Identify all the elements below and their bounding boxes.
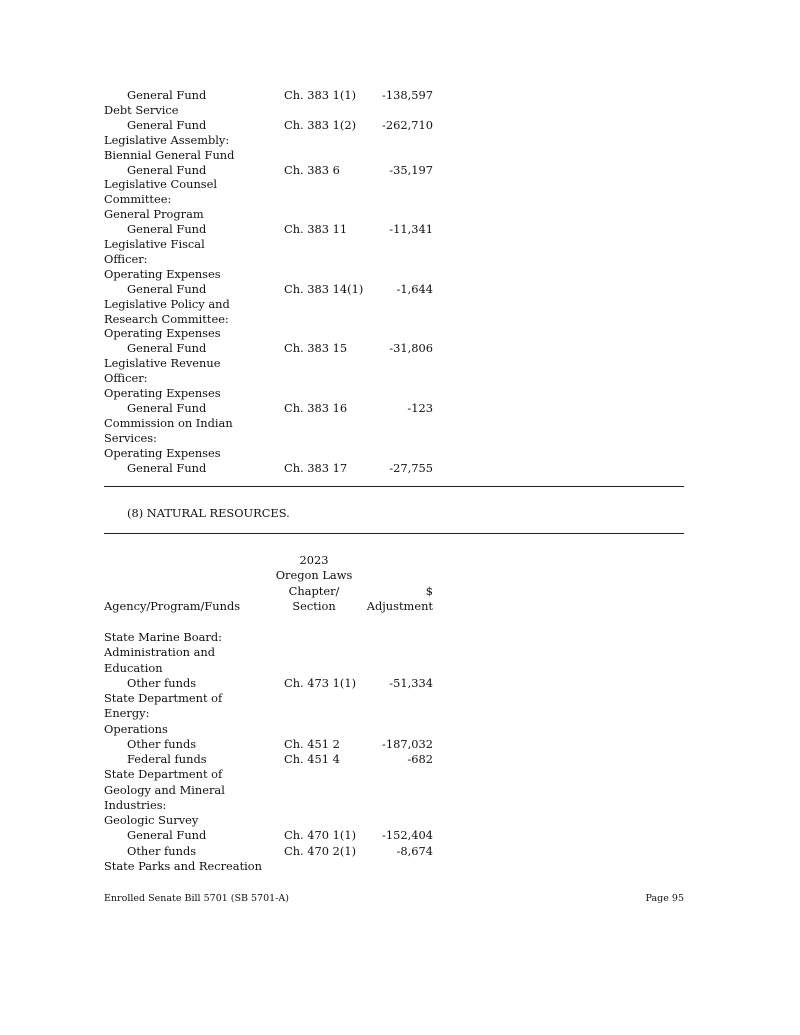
adjustment-amount: -187,032 xyxy=(382,736,433,751)
table-row xyxy=(0,798,800,813)
chapter-section: Ch. 473 1(1) xyxy=(284,675,357,690)
footer-bill-title: Enrolled Senate Bill 5701 (SB 5701-A) xyxy=(104,893,289,904)
table-row xyxy=(0,267,800,282)
table-row xyxy=(0,661,800,676)
agency-label: Legislative Revenue xyxy=(104,356,221,371)
header-adjustment-line: Adjustment xyxy=(366,599,433,613)
fund-label: General Fund xyxy=(127,341,207,356)
agency-label: Operating Expenses xyxy=(104,266,221,281)
table-row xyxy=(0,676,800,691)
fund-label: General Fund xyxy=(127,88,207,102)
chapter-section: Ch. 383 6 xyxy=(284,162,340,177)
adjustment-amount: -8,674 xyxy=(396,843,433,858)
header-adjustment-line: $ xyxy=(425,584,433,598)
adjustment-amount: -27,755 xyxy=(389,460,433,475)
table-row xyxy=(0,312,800,327)
adjustment-amount: -123 xyxy=(407,400,433,415)
table-row xyxy=(0,222,800,237)
fund-label: Other funds xyxy=(127,675,197,690)
adjustment-amount: -31,806 xyxy=(389,341,433,356)
fund-label: Federal funds xyxy=(127,752,207,766)
adjustment-amount: -682 xyxy=(407,752,433,766)
table-row xyxy=(0,844,800,859)
agency-label: Education xyxy=(104,660,163,675)
fund-label: General Fund xyxy=(127,162,207,177)
table-row xyxy=(0,828,800,843)
table-row xyxy=(0,813,800,828)
adjustment-amount: -1,644 xyxy=(396,281,433,296)
chapter-section: Ch. 383 1(2) xyxy=(284,117,357,132)
table-row xyxy=(0,148,800,163)
fund-label: General Fund xyxy=(127,828,207,843)
table-row xyxy=(0,722,800,737)
agency-label: Debt Service xyxy=(104,102,179,117)
table-row xyxy=(0,401,800,416)
table-row xyxy=(0,645,800,660)
chapter-section: Ch. 383 1(1) xyxy=(284,88,357,102)
agency-label: Research Committee: xyxy=(104,311,229,326)
agency-label: Administration and xyxy=(104,645,216,660)
fund-label: Other funds xyxy=(127,736,197,751)
chapter-section: Ch. 470 2(1) xyxy=(284,843,357,858)
table-row xyxy=(0,767,800,782)
table-row xyxy=(0,237,800,252)
fund-label: General Fund xyxy=(127,460,207,475)
agency-label: Operating Expenses xyxy=(104,445,221,460)
agency-label: Geologic Survey xyxy=(104,813,199,827)
table-row xyxy=(0,446,800,461)
chapter-section: Ch. 383 16 xyxy=(284,400,348,415)
agency-label: Legislative Counsel xyxy=(104,177,218,192)
table-row xyxy=(0,859,800,874)
agency-label: Legislative Policy and xyxy=(104,296,230,311)
table-row xyxy=(0,416,800,431)
table-row xyxy=(0,752,800,767)
agency-label: Legislative Fiscal xyxy=(104,237,205,251)
agency-label: State Marine Board: xyxy=(104,630,222,644)
table-row xyxy=(0,207,800,222)
agency-label: State Department of xyxy=(104,767,223,782)
table-row xyxy=(0,326,800,341)
table-row xyxy=(0,297,800,312)
table-row xyxy=(0,431,800,446)
adjustment-amount: -35,197 xyxy=(389,162,433,177)
table-row xyxy=(0,341,800,356)
table-row xyxy=(0,783,800,798)
fund-label: General Fund xyxy=(127,281,207,296)
agency-label: Legislative Assembly: xyxy=(104,132,230,147)
table-row xyxy=(0,356,800,371)
agency-label: State Department of xyxy=(104,691,223,705)
table-row xyxy=(0,133,800,148)
footer-page-number: Page 95 xyxy=(645,893,684,904)
table-row xyxy=(0,177,800,192)
adjustment-amount: -11,341 xyxy=(389,222,433,237)
header-chapter-line: Chapter/ xyxy=(288,584,340,598)
agency-label: Industries: xyxy=(104,797,167,812)
header-chapter-line: Section xyxy=(292,599,336,613)
agency-label: Geology and Mineral xyxy=(104,782,225,797)
divider-rule xyxy=(104,486,684,487)
agency-label: Energy: xyxy=(104,706,150,721)
section-heading: (8) NATURAL RESOURCES. xyxy=(127,506,290,520)
agency-label: General Program xyxy=(104,207,204,222)
fund-label: General Fund xyxy=(127,222,207,237)
agency-label: Biennial General Fund xyxy=(104,147,235,162)
chapter-section: Ch. 383 17 xyxy=(284,460,348,475)
table-row xyxy=(0,282,800,297)
header-agency: Agency/Program/Funds xyxy=(104,599,241,613)
table-row xyxy=(0,461,800,476)
table-row xyxy=(0,630,800,645)
adjustment-amount: -262,710 xyxy=(382,117,433,132)
chapter-section: Ch. 383 11 xyxy=(284,222,348,237)
agency-label: Services: xyxy=(104,430,157,445)
agency-label: Committee: xyxy=(104,192,172,207)
fund-label: Other funds xyxy=(127,843,197,858)
table-row xyxy=(0,737,800,752)
divider-rule xyxy=(104,533,684,534)
adjustment-amount: -51,334 xyxy=(389,675,433,690)
header-chapter-line: 2023 xyxy=(299,553,329,567)
agency-label: State Parks and Recreation xyxy=(104,858,262,873)
fund-label: General Fund xyxy=(127,400,207,415)
table-row xyxy=(0,88,800,103)
adjustment-amount: -152,404 xyxy=(382,828,433,843)
chapter-section: Ch. 470 1(1) xyxy=(284,828,357,843)
agency-label: Officer: xyxy=(104,371,148,386)
table-row xyxy=(0,118,800,133)
agency-label: Operating Expenses xyxy=(104,326,221,341)
table-row xyxy=(0,386,800,401)
table-row xyxy=(0,103,800,118)
adjustment-amount: -138,597 xyxy=(382,88,433,102)
agency-label: Operating Expenses xyxy=(104,386,221,400)
chapter-section: Ch. 451 2 xyxy=(284,736,340,751)
header-chapter-line: Oregon Laws xyxy=(275,568,353,582)
agency-label: Operations xyxy=(104,721,168,736)
table-row xyxy=(0,691,800,706)
chapter-section: Ch. 383 14(1) xyxy=(284,281,364,296)
table-row xyxy=(0,371,800,386)
chapter-section: Ch. 383 15 xyxy=(284,341,348,356)
table-row xyxy=(0,192,800,207)
table-row xyxy=(0,252,800,267)
table-row xyxy=(0,706,800,721)
chapter-section: Ch. 451 4 xyxy=(284,752,340,766)
fund-label: General Fund xyxy=(127,117,207,132)
table-row xyxy=(0,163,800,178)
agency-label: Officer: xyxy=(104,251,148,266)
agency-label: Commission on Indian xyxy=(104,415,233,430)
